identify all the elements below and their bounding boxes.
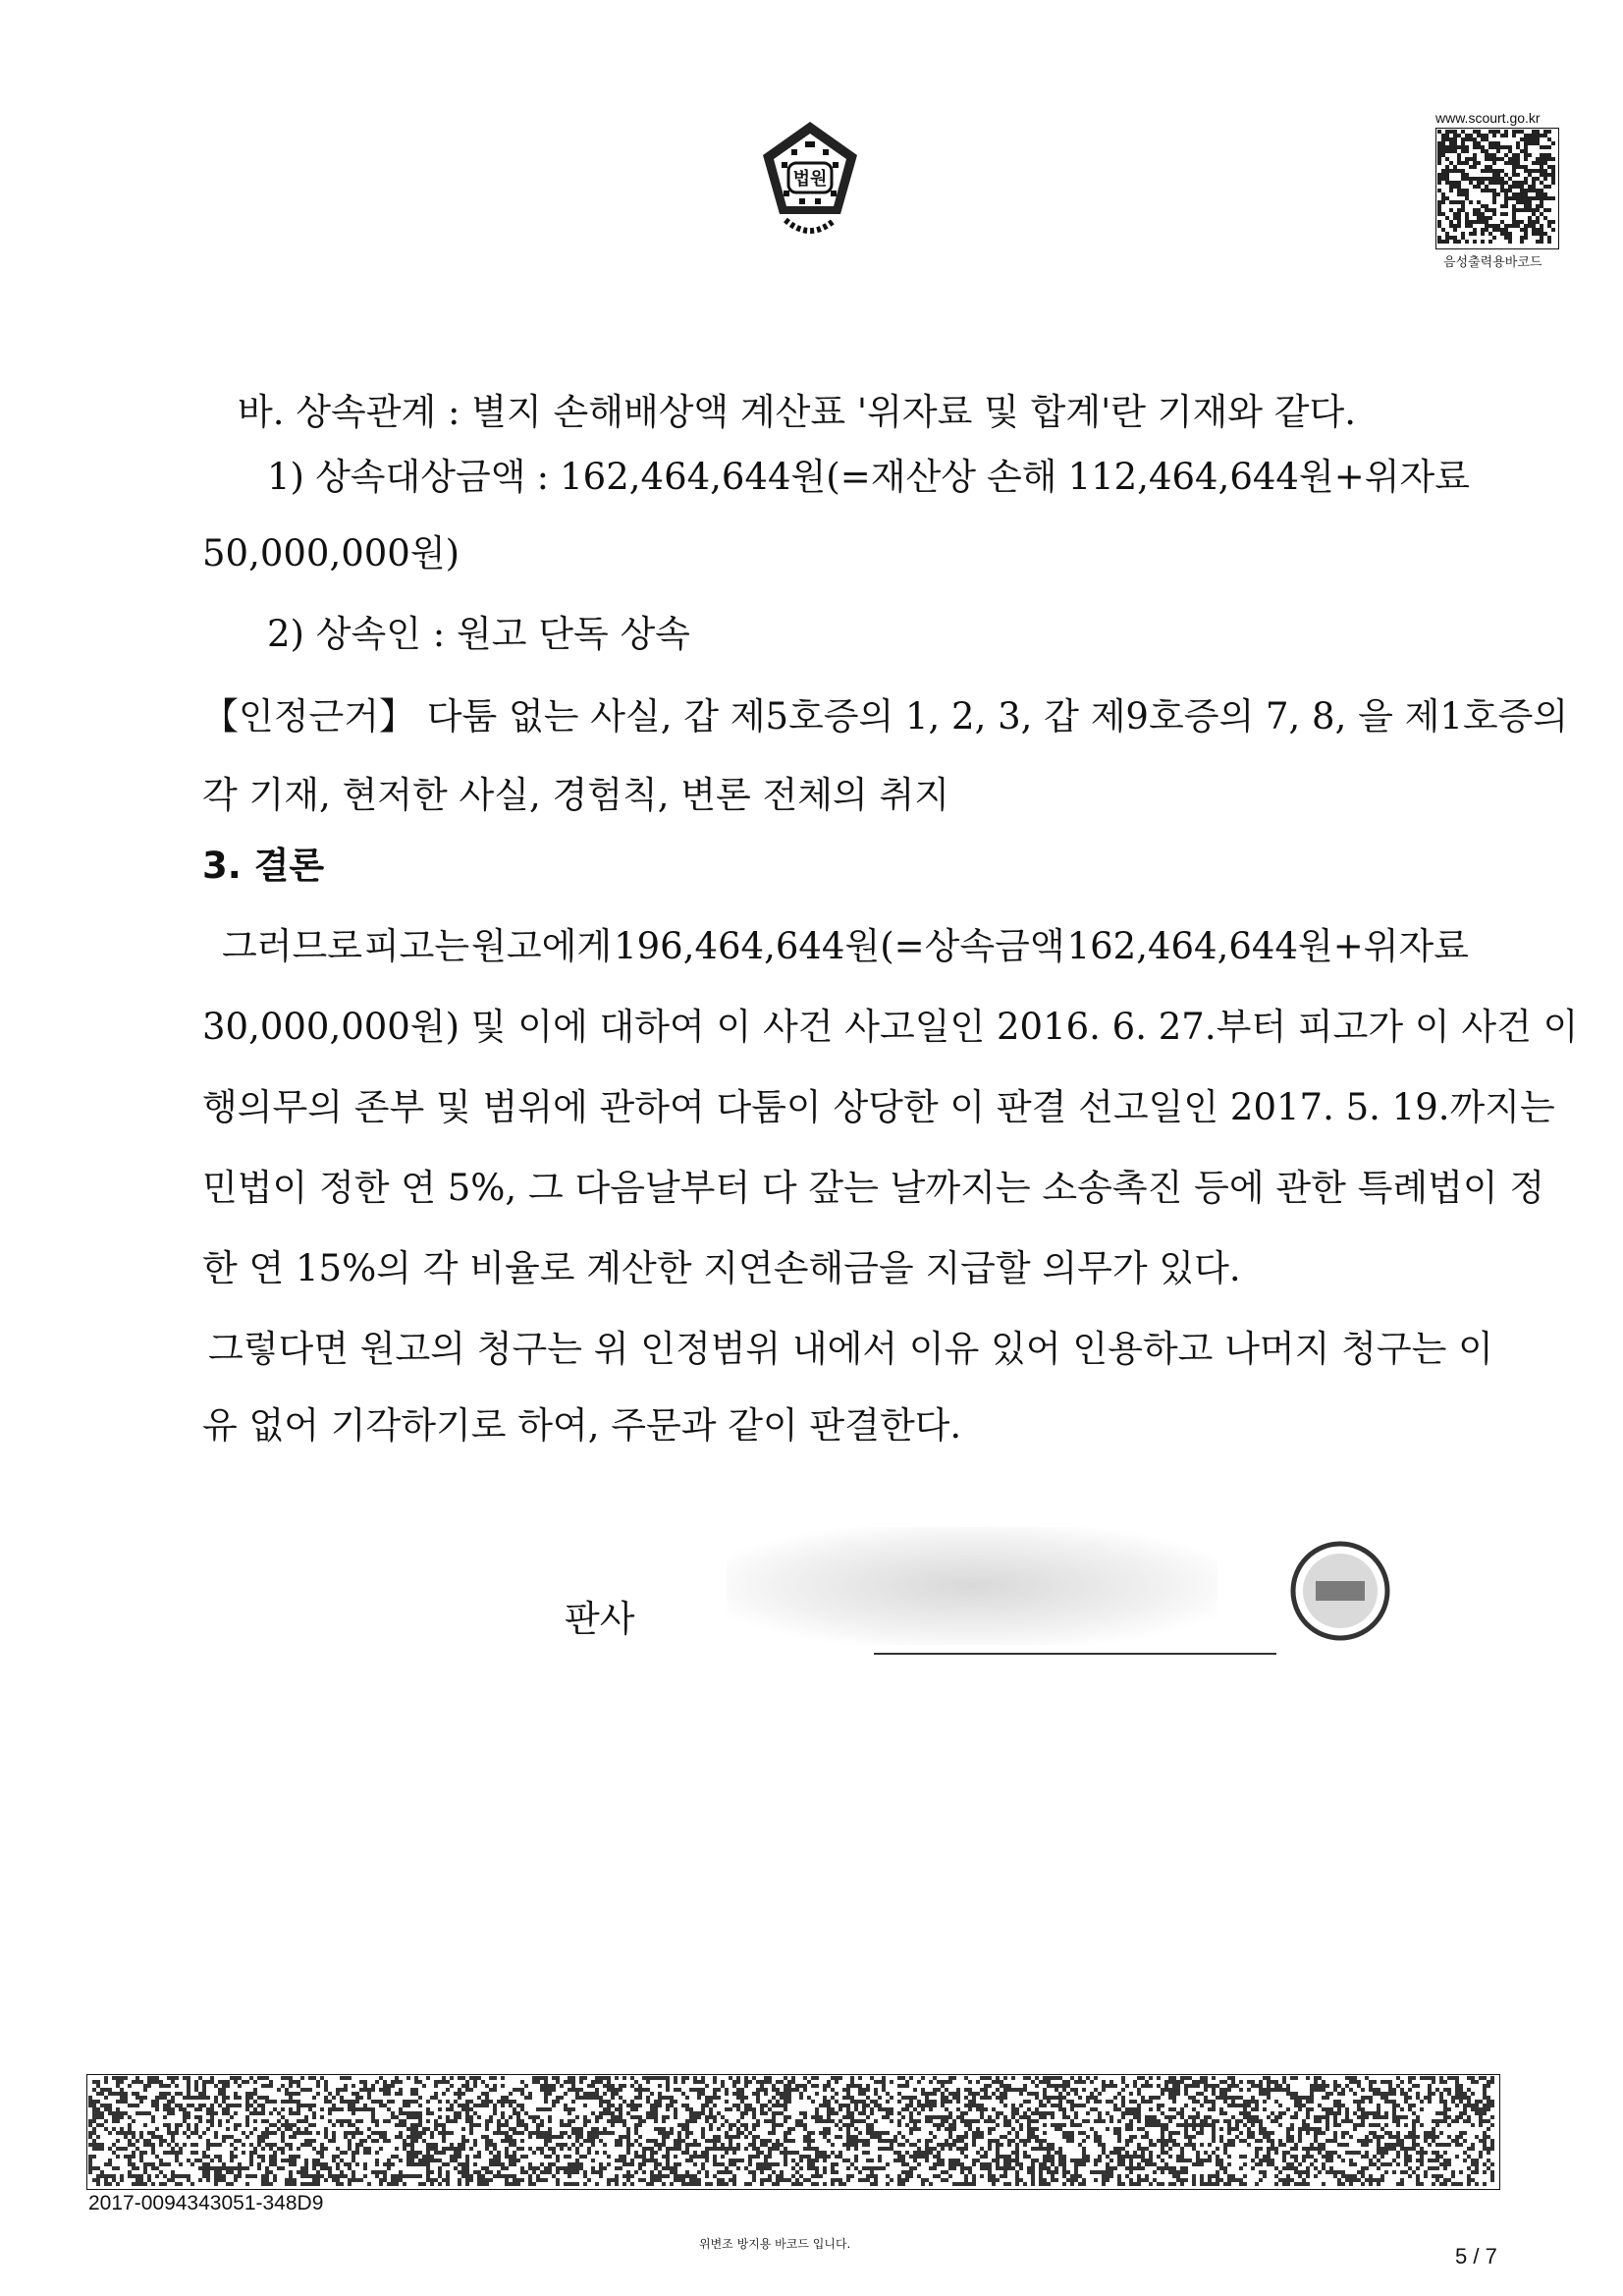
conclusion-p1-line5: 한 연 15%의 각 비율로 계산한 지연손해금을 지급할 의무가 있다. — [202, 1247, 1241, 1289]
judge-label: 판사 — [565, 1598, 635, 1640]
basis-line-2: 각 기재, 현저한 사실, 경험칙, 변론 전체의 취지 — [202, 774, 949, 816]
page-number: 5 / 7 — [1455, 2244, 1497, 2269]
barcode-caption: 위변조 방지용 바코드 입니다. — [699, 2237, 851, 2251]
inheritance-item-1-cont: 50,000,000원) — [202, 532, 460, 574]
qr-code — [1435, 128, 1559, 249]
conclusion-word-3: 원고에게 — [471, 925, 613, 967]
document-id: 2017-0094343051-348D9 — [88, 2192, 324, 2214]
item1-loss-amount: 112,464,644원+위자료 — [1067, 456, 1470, 498]
item1-number: 1) — [267, 456, 304, 498]
court-seal-emblem — [756, 118, 864, 246]
item1-colon: : — [536, 456, 550, 498]
conclusion-word-1: 그러므로 — [222, 925, 362, 967]
conclusion-p1-line4: 민법이 정한 연 5%, 그 다음날부터 다 갚는 날까지는 소송촉진 등에 관한 특례법이 정 — [202, 1167, 1545, 1209]
seal-text: 법원 — [792, 169, 828, 190]
basis-line-1: 【인정근거】 다툼 없는 사실, 갑 제5호증의 1, 2, 3, 갑 제9호증의 7, 8, 을 제1호증의 — [202, 695, 1569, 738]
conclusion-p2-line2: 유 없어 기각하기로 하여, 주문과 같이 판결한다. — [202, 1404, 962, 1447]
conclusion-word-2: 피고는 — [363, 925, 470, 967]
conclusion-inherit-amount: 162,464,644원+위자료 — [1066, 925, 1469, 967]
signature-line — [874, 1653, 1276, 1655]
judge-seal-stamp — [1276, 1527, 1404, 1655]
item1-label: 상속대상금액 — [315, 456, 526, 498]
conclusion-amount: 196,464,644원(=상속금액 — [614, 925, 1065, 967]
conclusion-heading: 3. 결론 — [202, 845, 325, 887]
conclusion-p1-line2: 30,000,000원) 및 이에 대하여 이 사건 사고일인 2016. 6. 27.부터 피고가 이 사건 이 — [202, 1006, 1579, 1048]
court-url: www.scourt.go.kr — [1435, 110, 1541, 126]
redacted-judge-name — [727, 1527, 1217, 1645]
inheritance-item-1 — [267, 454, 1470, 501]
item1-loss-label: 손해 — [987, 456, 1057, 498]
conclusion-p1-line3: 행의무의 존부 및 범위에 관하여 다툼이 상당한 이 판결 선고일인 2017. 5. 19.까지는 — [202, 1086, 1555, 1128]
item1-amount: 162,464,644원(=재산상 — [560, 456, 976, 498]
inheritance-heading: 바. 상속관계 : 별지 손해배상액 계산표 '위자료 및 합계'란 기재와 같다. — [238, 391, 1356, 433]
conclusion-p1-line1 — [222, 923, 1469, 970]
qr-caption: 음성출력용바코드 — [1443, 254, 1542, 269]
anti-forgery-barcode — [86, 2074, 1500, 2190]
inheritance-item-2: 2) 상속인 : 원고 단독 상속 — [267, 613, 690, 655]
conclusion-p2-line1: 그렇다면 원고의 청구는 위 인정범위 내에서 이유 있어 인용하고 나머지 청구는 이 — [208, 1328, 1493, 1370]
